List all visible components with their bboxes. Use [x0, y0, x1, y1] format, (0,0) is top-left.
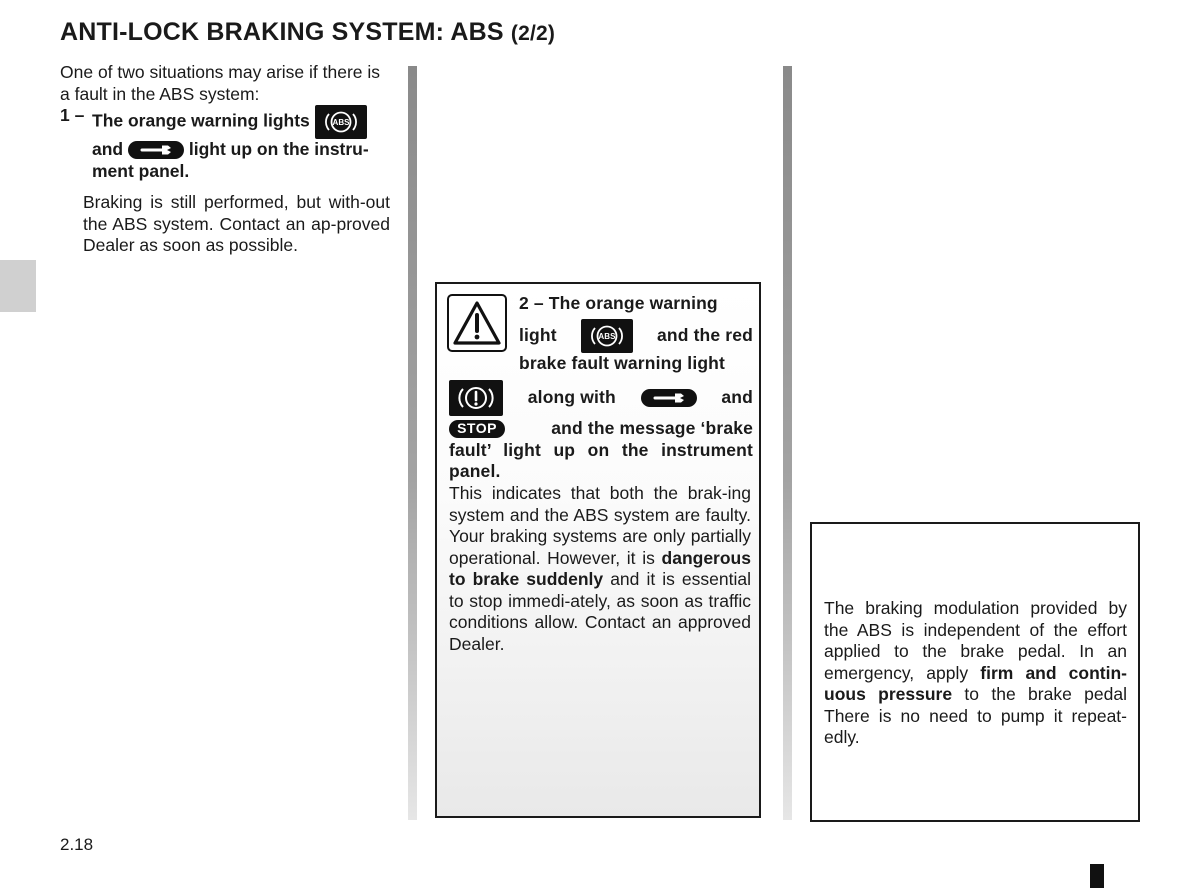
page-title: ANTI-LOCK BRAKING SYSTEM: ABS (2/2) [60, 18, 556, 46]
svg-text:ABS: ABS [332, 118, 350, 127]
note-text: The braking modulation provided by the ABS is independent of the effort applied to the brake pedal. In an emergency, apply firm and contin-uous pressure to the brake pedal There is no need to pump it repeat-edly. [824, 598, 1127, 747]
brake-fault-icon [449, 380, 503, 416]
stop-icon: STOP [449, 420, 505, 438]
page-corner-mark [1090, 864, 1104, 888]
situation-1-number: 1 – [60, 105, 85, 125]
intro-text: One of two situations may arise if there is a fault in the ABS system: [60, 62, 380, 104]
situation-2-heading: 2 – The orange warning light ABS and the red brake fault warning light along with and STOP and the message ‘brake fault’ light up on the instrument panel. [449, 293, 753, 481]
emphasis-text: firm and contin-uous pressure [824, 662, 1127, 704]
chapter-tab [0, 260, 36, 312]
column-divider-left [408, 66, 417, 820]
column-1 [60, 62, 390, 257]
note-box [810, 522, 1140, 822]
svg-text:ABS: ABS [598, 331, 616, 341]
warning-box [435, 282, 761, 818]
page-number: 2.18 [60, 835, 94, 854]
wrench-icon [128, 141, 184, 159]
situation-1-heading: 1 – The orange warning lights ABS and light up on the instru-ment panel. [60, 105, 369, 181]
wrench-icon [641, 389, 697, 407]
abs-warning-icon [581, 319, 633, 353]
emphasis-text: dangerous to brake suddenly [449, 547, 751, 589]
situation-2-body: This indicates that both the brak-ing system and the ABS system are faulty. Your braking systems are only partially operational. However, it is dangerous to brake suddenly and it is essential to stop immedi-ately, as soon as traffic conditions allow. Contact an approved Dealer. [449, 483, 751, 654]
column-divider-right [783, 66, 792, 820]
situation-1-body: Braking is still performed, but with-out the ABS system. Contact an ap-proved Dealer as soon as possible. [83, 192, 390, 255]
abs-warning-icon [315, 105, 367, 139]
title-part-indicator: (2/2) [510, 22, 556, 45]
